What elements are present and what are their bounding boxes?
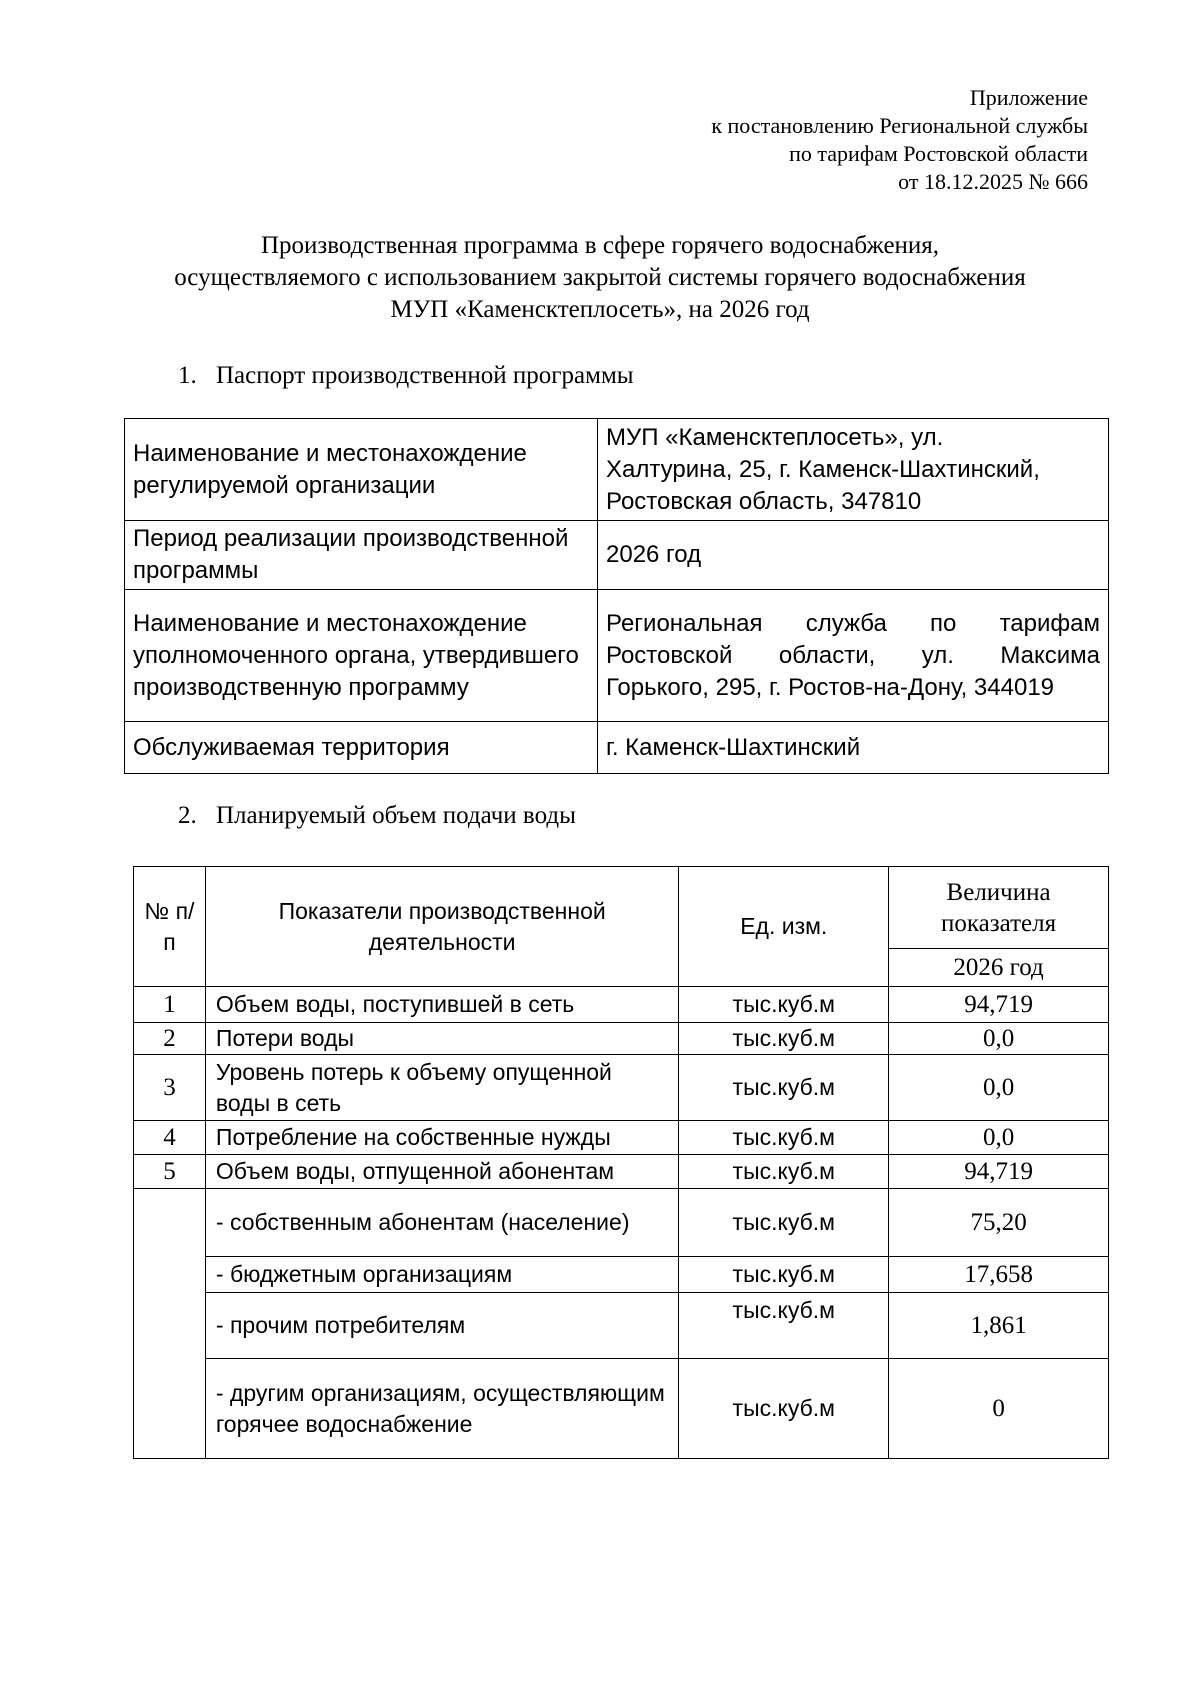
passport-label: Наименование и местонахождение уполномоченного органа, утвердившего производственную программу (125, 590, 598, 722)
section-title: Планируемый объем подачи воды (216, 802, 576, 829)
row-unit: тыс.куб.м (679, 1121, 889, 1155)
row-value: 94,719 (889, 987, 1109, 1023)
header-year: 2026 год (889, 949, 1109, 987)
row-indicator: Объем воды, отпущенной абонентам (205, 1155, 678, 1189)
table-subrow (134, 1189, 1109, 1257)
table-row (134, 1023, 1109, 1055)
value-line: Халтурина, 25, г. Каменск-Шахтинский, (606, 455, 1040, 483)
subrow-value: 17,658 (889, 1257, 1109, 1293)
subrow-indicator: - собственным абонентам (население) (205, 1189, 678, 1257)
section-title: Паспорт производственной программы (216, 362, 634, 389)
header-indicator: Показатели производственной деятельности (205, 867, 678, 987)
subrow-value: 0 (889, 1359, 1109, 1459)
subrow-unit: тыс.куб.м (679, 1189, 889, 1257)
row-unit: тыс.куб.м (679, 987, 889, 1023)
empty-num-cell (134, 1189, 206, 1459)
row-value: 0,0 (889, 1121, 1109, 1155)
passport-table (124, 418, 1109, 774)
title-line: осуществляемого с использованием закрытой системы горячего водоснабжения (174, 264, 1026, 291)
value-line: Ростовской области, ул. Максима (606, 641, 1100, 669)
table-row (125, 722, 1109, 774)
passport-value (598, 590, 1109, 722)
passport-value (598, 419, 1109, 521)
value-line: Горького, 295, г. Ростов-на-Дону, 344019 (606, 673, 1055, 701)
appendix-line: к постановлению Региональной службы (711, 113, 1088, 138)
table-subrow (134, 1257, 1109, 1293)
table-row (134, 1155, 1109, 1189)
section-number: 1. (178, 362, 197, 389)
row-unit: тыс.куб.м (679, 1055, 889, 1121)
row-num: 2 (134, 1023, 206, 1055)
row-num: 5 (134, 1155, 206, 1189)
table-row (134, 987, 1109, 1023)
subrow-indicator: - прочим потребителям (205, 1293, 678, 1359)
passport-value (598, 521, 1109, 590)
subrow-unit: тыс.куб.м (679, 1293, 889, 1359)
header-num: № п/п (134, 867, 206, 987)
appendix-line: от 18.12.2025 № 666 (898, 169, 1088, 194)
table-row (134, 1121, 1109, 1155)
value-line: Ростовская область, 347810 (606, 487, 922, 515)
row-unit: тыс.куб.м (679, 1155, 889, 1189)
table-row (125, 590, 1109, 722)
row-num: 4 (134, 1121, 206, 1155)
header-value: Величина показателя (889, 867, 1109, 949)
table-row (125, 419, 1109, 521)
subrow-value: 75,20 (889, 1189, 1109, 1257)
row-num: 3 (134, 1055, 206, 1121)
row-value: 0,0 (889, 1055, 1109, 1121)
passport-value (598, 722, 1109, 774)
row-value: 0,0 (889, 1023, 1109, 1055)
row-value: 94,719 (889, 1155, 1109, 1189)
row-num: 1 (134, 987, 206, 1023)
table-subrow (134, 1359, 1109, 1459)
table-row (125, 521, 1109, 590)
subrow-unit: тыс.куб.м (679, 1359, 889, 1459)
value-line: Региональная служба по тарифам (606, 609, 1100, 637)
appendix-line: Приложение (969, 85, 1088, 110)
value-line: 2026 год (606, 541, 702, 568)
passport-label: Наименование и местонахождение регулируемой организации (125, 419, 598, 521)
value-line: г. Каменск-Шахтинский (606, 733, 861, 761)
row-indicator: Потребление на собственные нужды (205, 1121, 678, 1155)
row-unit: тыс.куб.м (679, 1023, 889, 1055)
appendix-line: по тарифам Ростовской области (789, 141, 1088, 166)
subrow-value: 1,861 (889, 1293, 1109, 1359)
table-row (134, 1055, 1109, 1121)
subrow-unit: тыс.куб.м (679, 1257, 889, 1293)
section-heading-passport (178, 360, 634, 392)
table-header-row (134, 867, 1109, 949)
subrow-indicator: - бюджетным организациям (205, 1257, 678, 1293)
value-line: МУП «Каменсктеплосеть», ул. (606, 423, 944, 451)
header-unit: Ед. изм. (679, 867, 889, 987)
table-subrow (134, 1293, 1109, 1359)
passport-label: Обслуживаемая территория (125, 722, 598, 774)
row-indicator: Потери воды (205, 1023, 678, 1055)
title-line: МУП «Каменсктеплосеть», на 2026 год (390, 296, 810, 323)
section-number: 2. (178, 802, 197, 829)
appendix-header (711, 84, 1088, 196)
row-indicator: Уровень потерь к объему опущенной воды в сеть (205, 1055, 678, 1121)
document-title (80, 230, 1120, 326)
water-volume-table (133, 866, 1109, 1459)
row-indicator: Объем воды, поступившей в сеть (205, 987, 678, 1023)
title-line: Производственная программа в сфере горячего водоснабжения, (260, 232, 940, 259)
subrow-indicator: - другим организациям, осуществляющим горячее водоснабжение (205, 1359, 678, 1459)
passport-label: Период реализации производственной программы (125, 521, 598, 590)
section-heading-volume (178, 800, 576, 832)
